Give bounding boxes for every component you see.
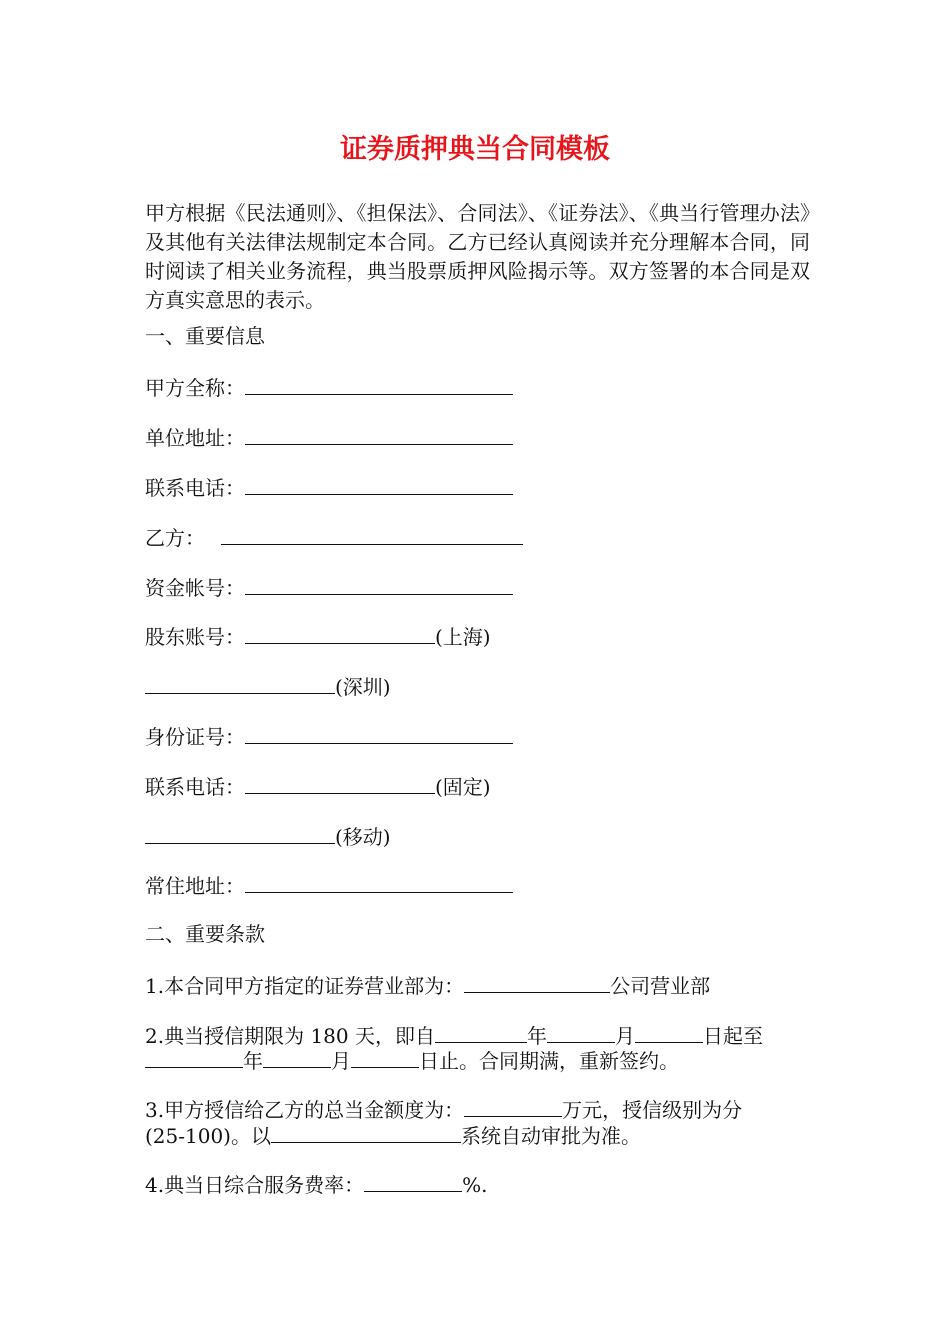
- month-label-2: 月: [331, 1049, 351, 1073]
- end-year-blank: [145, 1045, 243, 1068]
- clause-4: [145, 1169, 487, 1200]
- end-month-blank: [263, 1045, 331, 1068]
- unit-address-row: [145, 422, 513, 453]
- end-day-blank: [351, 1045, 419, 1068]
- clause-2-line-2: [145, 1045, 679, 1076]
- clause-1: [145, 970, 710, 1001]
- id-number-blank: [245, 721, 513, 744]
- mobile-phone-row: [145, 821, 391, 852]
- fund-account-row: [145, 572, 513, 603]
- start-month-blank: [547, 1020, 615, 1043]
- section-heading-important-terms: 二、重要条款: [145, 922, 265, 946]
- clause-3-text-d: 系统自动审批为准。: [461, 1124, 641, 1148]
- contact-phone-blank: [245, 472, 513, 495]
- service-fee-rate-blank: [364, 1169, 462, 1192]
- shareholder-account-label: 股东账号：: [145, 625, 245, 649]
- party-a-name-blank: [245, 372, 513, 395]
- shareholder-account-shanghai-blank: [245, 621, 435, 644]
- credit-amount-blank: [464, 1094, 562, 1117]
- shenzhen-label: (深圳): [335, 675, 391, 699]
- clause-3-text-c: (25-100)。以: [145, 1124, 271, 1148]
- approval-system-blank: [271, 1120, 461, 1143]
- party-b-blank: [221, 522, 523, 545]
- party-b-row: [145, 522, 523, 553]
- clause-2-end: 日止。合同期满，重新签约。: [419, 1049, 679, 1073]
- unit-address-blank: [245, 422, 513, 445]
- start-day-blank: [635, 1020, 703, 1043]
- mobile-label: (移动): [335, 825, 391, 849]
- party-a-name-label: 甲方全称：: [145, 376, 245, 400]
- month-label: 月: [614, 1024, 635, 1048]
- residence-address-blank: [245, 870, 513, 893]
- mobile-phone-blank: [145, 821, 335, 844]
- clause-1-prefix: 1.本合同甲方指定的证券营业部为：: [145, 974, 465, 998]
- residence-address-row: [145, 870, 513, 901]
- clause-2-text-b: 日起至: [702, 1024, 763, 1048]
- clause-4-text-b: %.: [462, 1173, 488, 1197]
- year-label: 年: [526, 1024, 547, 1048]
- contact-phone-2-label: 联系电话：: [145, 775, 245, 799]
- shareholder-account-row: [145, 621, 491, 652]
- residence-address-label: 常住地址：: [145, 874, 245, 898]
- id-number-row: [145, 721, 513, 752]
- id-number-label: 身份证号：: [145, 725, 245, 749]
- fixed-phone-blank: [245, 771, 435, 794]
- fund-account-blank: [245, 572, 513, 595]
- shenzhen-account-row: [145, 671, 391, 702]
- clause-1-blank: [464, 970, 610, 993]
- clause-4-text-a: 4.典当日综合服务费率：: [145, 1173, 365, 1197]
- clause-3-text-a: 3.甲方授信给乙方的总当金额度为：: [145, 1098, 465, 1122]
- unit-address-label: 单位地址：: [145, 426, 245, 450]
- contact-phone-label: 联系电话：: [145, 476, 245, 500]
- shareholder-account-shenzhen-blank: [145, 671, 335, 694]
- clause-3-text-b: 万元，授信级别为分: [562, 1098, 743, 1122]
- party-a-name-row: [145, 372, 513, 403]
- clause-2-text-a: 2.典当授信期限为 180 天，即自: [145, 1024, 435, 1048]
- party-b-label: 乙方：: [145, 526, 205, 550]
- fixed-label: (固定): [435, 775, 491, 799]
- intro-paragraph: 甲方根据《民法通则》、《担保法》、合同法》、《证券法》、《典当行管理办法》及其他有关法律法规制定本合同。乙方已经认真阅读并充分理解本合同，同时阅读了相关业务流程，典当股票质押风险揭示等。双方签署的本合同是双方真实意思的表示。: [145, 201, 810, 312]
- section-heading-important-info: 一、重要信息: [145, 324, 265, 348]
- clause-3-line-2: [145, 1120, 641, 1151]
- document-title: 证券质押典当合同模板: [340, 134, 610, 165]
- contact-phone-2-row: [145, 771, 491, 802]
- shanghai-label: (上海): [435, 625, 491, 649]
- fund-account-label: 资金帐号：: [145, 576, 245, 600]
- start-year-blank: [435, 1020, 527, 1043]
- contact-phone-row: [145, 472, 513, 503]
- year-label-2: 年: [243, 1049, 263, 1073]
- clause-1-suffix: 公司营业部: [610, 974, 711, 998]
